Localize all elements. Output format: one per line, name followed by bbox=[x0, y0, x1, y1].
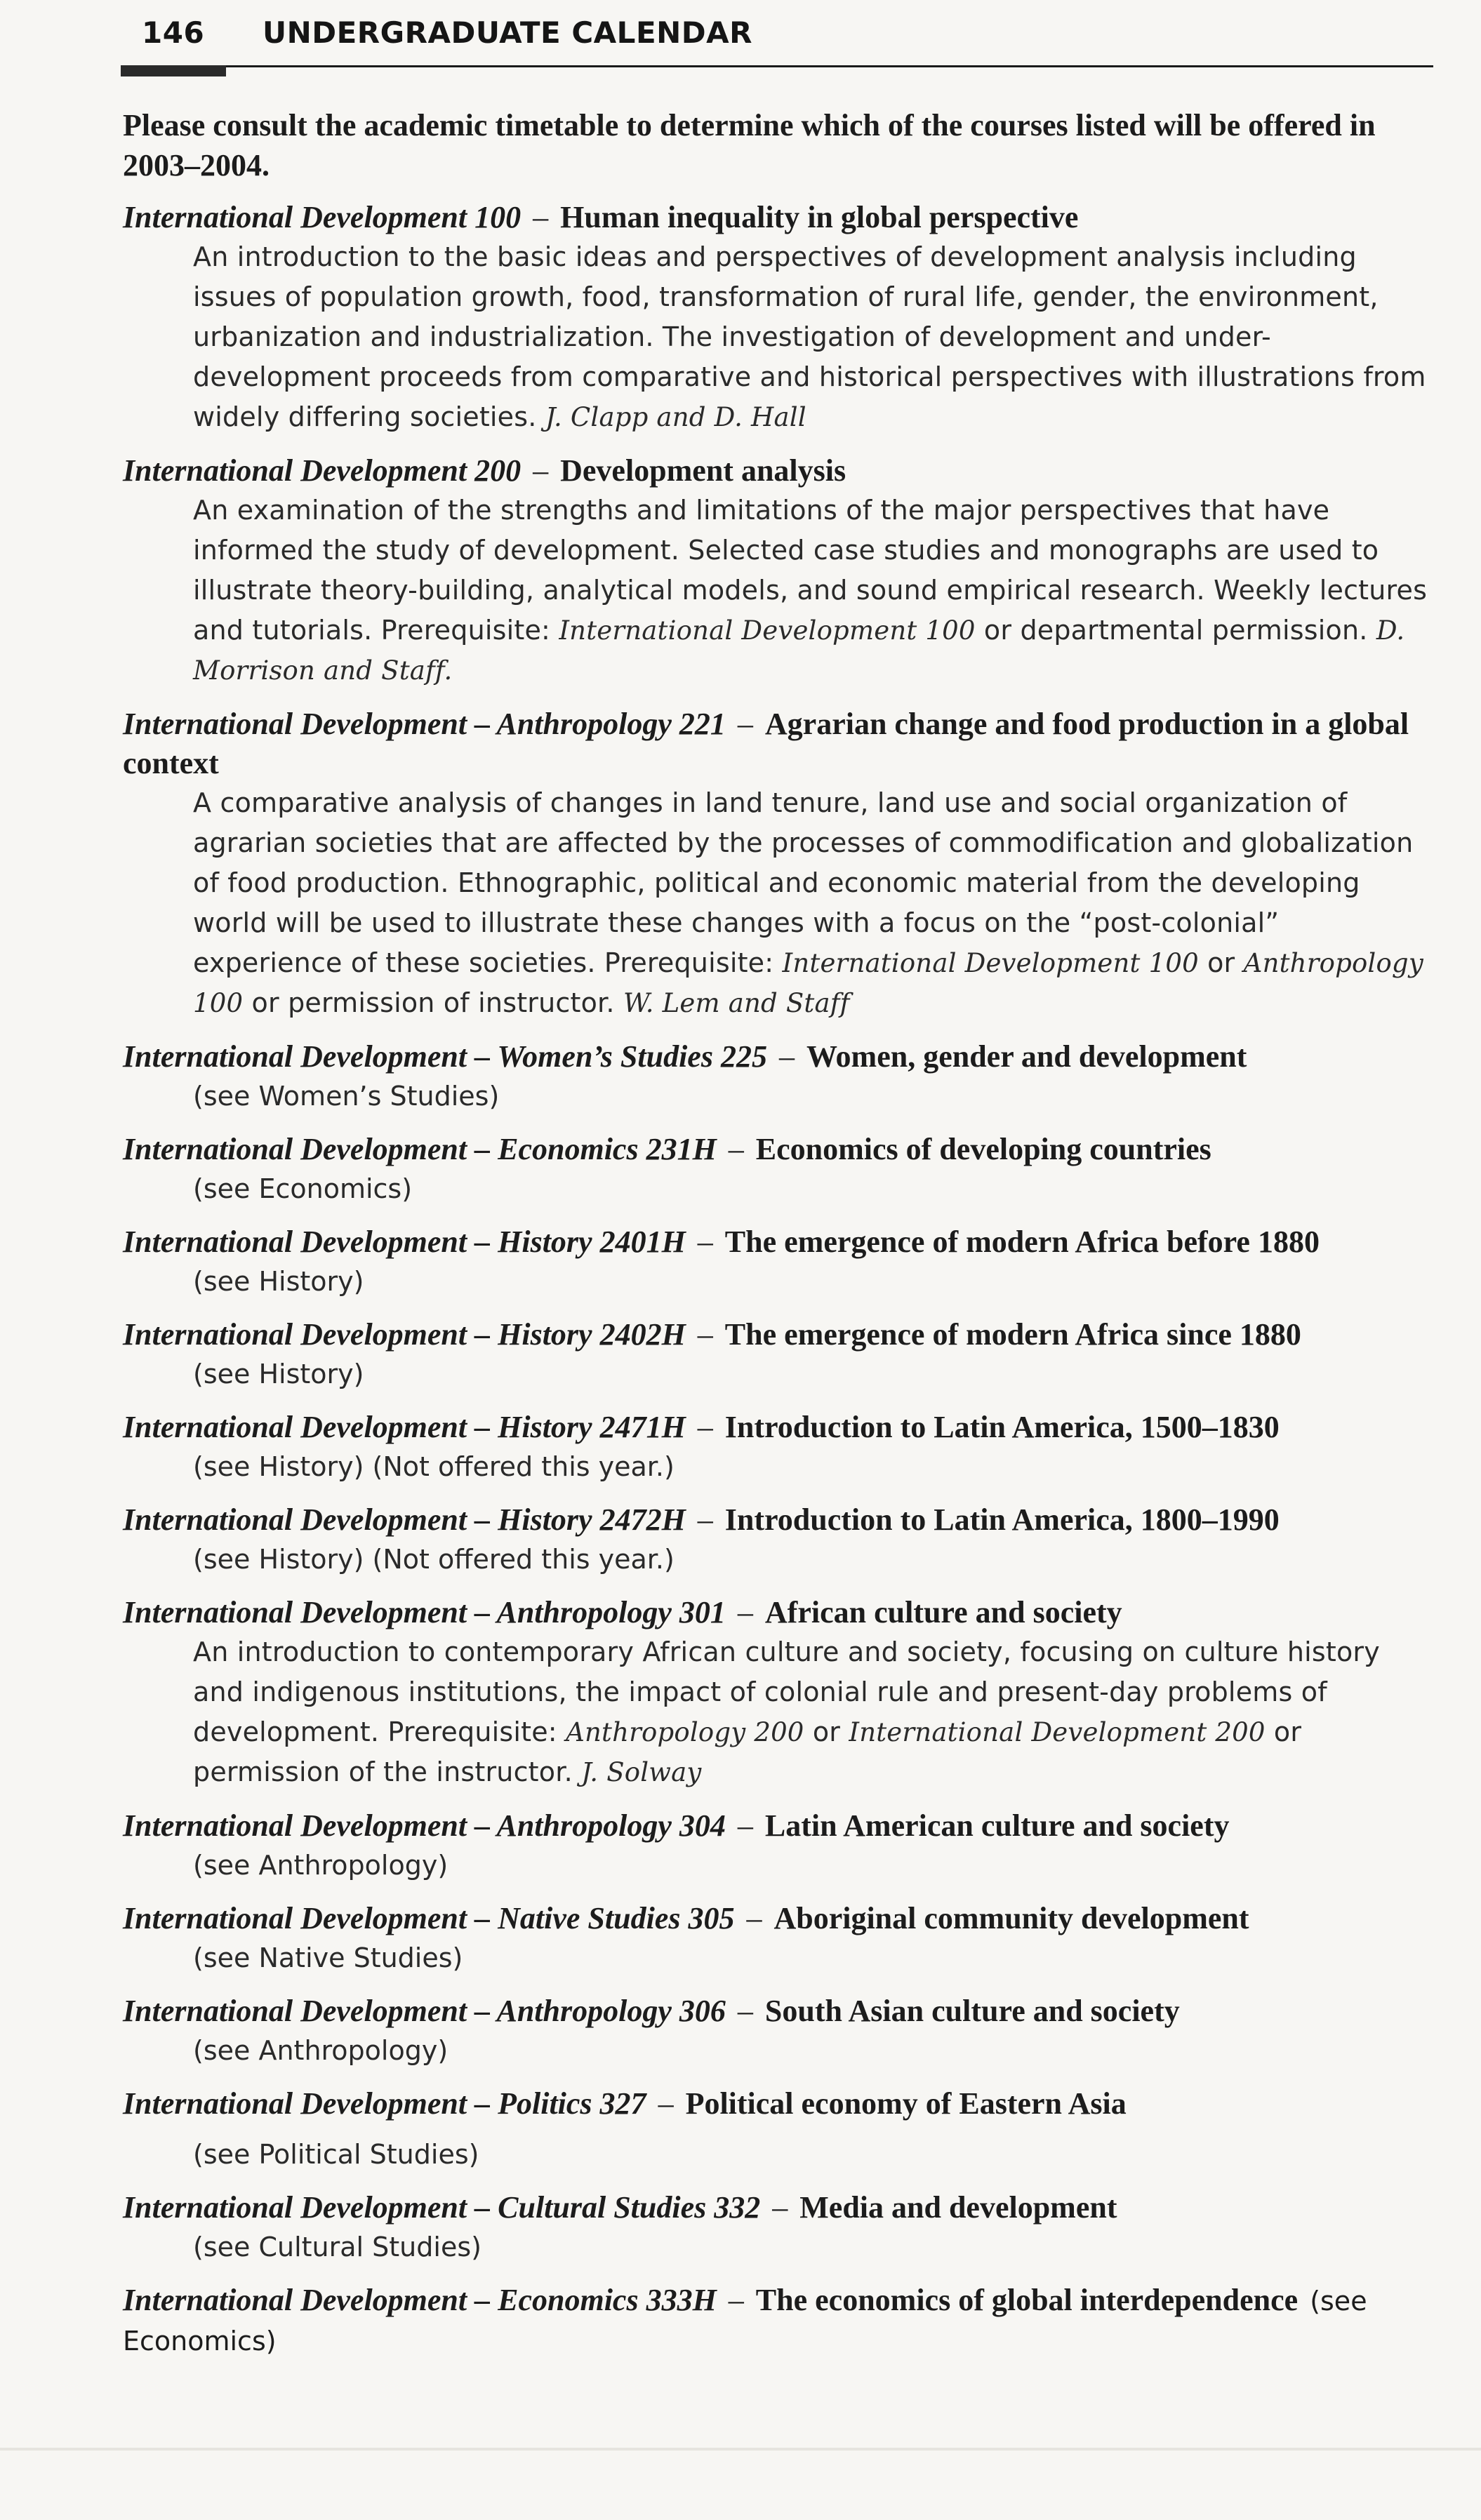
heading-dash: – bbox=[533, 200, 549, 234]
course-description bbox=[193, 237, 1428, 437]
cross-reference: (see Economics) bbox=[193, 1173, 413, 1204]
course-title: Introduction to Latin America, 1800–1990 bbox=[724, 1502, 1280, 1537]
description-text: An examination of the strengths and limitations of the major perspectives that have informed the study of development. Selected case studies and monographs are used to illustrate theory-building, analytical models, and sound empirical research. Weekly lectures and tutorials. Prerequisite: bbox=[193, 495, 1428, 646]
heading-dash: – bbox=[697, 1225, 713, 1259]
heading-dash: – bbox=[697, 1502, 713, 1537]
course-entry bbox=[123, 1408, 1428, 1486]
course-heading bbox=[123, 1899, 1428, 1938]
course-title: The emergence of modern Africa since 1880 bbox=[724, 1317, 1301, 1352]
heading-dash: – bbox=[778, 1039, 795, 1074]
header-tab-marker bbox=[121, 65, 226, 76]
course-entry bbox=[123, 2188, 1428, 2267]
course-title: Introduction to Latin America, 1500–1830 bbox=[724, 1410, 1280, 1444]
heading-dash: – bbox=[746, 1901, 762, 1935]
heading-dash: – bbox=[728, 1132, 744, 1166]
description-text: An introduction to contemporary African culture and society, focusing on culture history and indigenous institutions, the impact of colonial rule and present-day problems of development. Prerequisite: bbox=[193, 1636, 1380, 1747]
heading-dash: – bbox=[697, 1317, 713, 1352]
course-title: Political economy of Eastern Asia bbox=[685, 2086, 1127, 2121]
heading-dash: – bbox=[737, 707, 753, 741]
course-title: Women, gender and development bbox=[806, 1039, 1247, 1074]
course-title: Agrarian change and food production in a global context bbox=[123, 707, 1409, 780]
course-title: South Asian culture and society bbox=[764, 1994, 1180, 2028]
heading-dash: – bbox=[772, 2190, 788, 2225]
italic-reference: Anthropology 100 bbox=[193, 948, 1423, 1018]
course-heading bbox=[123, 2188, 1428, 2227]
description-text: A comparative analysis of changes in land tenure, land use and social organization of agrarian societies that are affected by the processes of commodification and globalization of food production. Ethnographic, political and economic material from the developing world will be used to illustrate these changes with a focus on the “post-colonial” experience of these societies. Prerequisite: bbox=[193, 787, 1414, 978]
course-heading bbox=[123, 1500, 1428, 1540]
course-code: International Development – Politics 327 bbox=[123, 2086, 646, 2121]
italic-reference: W. Lem and Staff bbox=[623, 988, 850, 1018]
course-code: International Development – Women’s Studies 225 bbox=[123, 1039, 767, 1074]
italic-reference: International Development 100 bbox=[782, 948, 1199, 978]
course-heading bbox=[123, 705, 1428, 783]
course-code: International Development 200 bbox=[123, 453, 522, 488]
heading-dash: – bbox=[658, 2086, 674, 2121]
course-heading bbox=[123, 1593, 1428, 1632]
course-entry bbox=[123, 198, 1428, 437]
scan-edge bbox=[0, 2448, 1481, 2451]
heading-dash: – bbox=[728, 2283, 744, 2317]
course-heading bbox=[123, 1408, 1428, 1447]
course-heading bbox=[123, 1992, 1428, 2031]
course-code: International Development – Anthropology 306 bbox=[123, 1994, 726, 2028]
description-text: or departmental permission. bbox=[975, 615, 1376, 646]
cross-reference: (see Political Studies) bbox=[193, 2139, 479, 2170]
course-entry bbox=[123, 1992, 1428, 2070]
course-heading bbox=[123, 2084, 1428, 2124]
course-heading bbox=[123, 1130, 1428, 1169]
course-code: International Development – History 2401H bbox=[123, 1225, 686, 1259]
italic-reference: International Development 200 bbox=[849, 1717, 1266, 1747]
heading-dash: – bbox=[737, 1994, 753, 2028]
course-entry bbox=[123, 1222, 1428, 1301]
course-code: International Development – History 2402H bbox=[123, 1317, 686, 1352]
italic-reference: J. Solway bbox=[581, 1757, 702, 1787]
course-entry bbox=[123, 1500, 1428, 1579]
course-heading bbox=[123, 1037, 1428, 1076]
header-rule bbox=[121, 65, 1433, 67]
course-code: International Development – History 2472H bbox=[123, 1502, 686, 1537]
course-entry bbox=[123, 1593, 1428, 1792]
course-code: International Development – Cultural Studies 332 bbox=[123, 2190, 761, 2225]
course-code: International Development – Anthropology 221 bbox=[123, 707, 726, 741]
cross-reference: (see Anthropology) bbox=[193, 1850, 449, 1881]
course-entry bbox=[123, 1899, 1428, 1978]
cross-reference: (see Native Studies) bbox=[193, 1942, 463, 1973]
course-code: International Development – History 2471H bbox=[123, 1410, 686, 1444]
italic-reference: J. Clapp and D. Hall bbox=[545, 402, 806, 432]
intro-note: Please consult the academic timetable to determine which of the courses listed will be offered in 2003–2004. bbox=[123, 108, 1376, 182]
running-title: UNDERGRADUATE CALENDAR bbox=[263, 15, 752, 50]
cross-reference: (see Women’s Studies) bbox=[193, 1081, 500, 1112]
course-heading bbox=[123, 1806, 1428, 1846]
course-code: International Development – Anthropology 304 bbox=[123, 1808, 726, 1843]
course-entry bbox=[123, 1130, 1428, 1208]
italic-reference: Anthropology 200 bbox=[566, 1717, 804, 1747]
description-text: An introduction to the basic ideas and perspectives of development analysis including issues of population growth, food, transformation of rural life, gender, the environment, urbanization and industrialization. The investigation of development and under-development proceeds from comparative and historical perspectives with illustrations from widely differing societies. bbox=[193, 241, 1426, 432]
description-text: or bbox=[804, 1716, 849, 1747]
cross-reference: (see Anthropology) bbox=[193, 2035, 449, 2066]
course-listing bbox=[123, 105, 1428, 2375]
page-header bbox=[121, 13, 1433, 72]
course-title: Latin American culture and society bbox=[764, 1808, 1230, 1843]
cross-reference: (see Economics) bbox=[123, 2286, 1367, 2356]
description-text: or permission of instructor. bbox=[243, 987, 623, 1018]
italic-reference: International Development 100 bbox=[559, 615, 976, 646]
course-code: International Development – Economics 333H bbox=[123, 2283, 717, 2317]
heading-dash: – bbox=[737, 1595, 753, 1629]
course-heading bbox=[123, 2281, 1428, 2361]
course-code: International Development 100 bbox=[123, 200, 522, 234]
course-entries bbox=[123, 198, 1428, 2361]
course-entry bbox=[123, 2084, 1428, 2174]
course-entry bbox=[123, 705, 1428, 1023]
course-title: Human inequality in global perspective bbox=[560, 200, 1079, 234]
course-entry bbox=[123, 451, 1428, 691]
course-entry bbox=[123, 1315, 1428, 1394]
course-title: Aboriginal community development bbox=[773, 1901, 1249, 1935]
course-entry bbox=[123, 1037, 1428, 1116]
course-title: Media and development bbox=[799, 2190, 1117, 2225]
course-description bbox=[193, 491, 1428, 691]
course-title: Economics of developing countries bbox=[755, 1132, 1211, 1166]
course-title: Development analysis bbox=[560, 453, 846, 488]
cross-reference: (see History) bbox=[193, 1359, 364, 1389]
course-description bbox=[193, 783, 1428, 1023]
cross-reference: (see History) (Not offered this year.) bbox=[193, 1451, 675, 1482]
course-entry bbox=[123, 2281, 1428, 2361]
heading-dash: – bbox=[737, 1808, 753, 1843]
course-title: African culture and society bbox=[764, 1595, 1122, 1629]
course-title: The economics of global interdependence bbox=[755, 2283, 1299, 2317]
cross-reference: (see History) bbox=[193, 1266, 364, 1297]
heading-dash: – bbox=[697, 1410, 713, 1444]
course-description bbox=[193, 1632, 1428, 1792]
heading-dash: – bbox=[533, 453, 549, 488]
course-heading bbox=[123, 1222, 1428, 1262]
course-heading bbox=[123, 451, 1428, 491]
course-heading bbox=[123, 198, 1428, 237]
description-text: or bbox=[1198, 947, 1244, 978]
italic-reference: D. Morrison and Staff. bbox=[193, 615, 1405, 686]
course-heading bbox=[123, 1315, 1428, 1354]
page-number: 146 bbox=[142, 15, 205, 50]
course-code: International Development – Native Studies 305 bbox=[123, 1901, 735, 1935]
course-code: International Development – Anthropology 301 bbox=[123, 1595, 726, 1629]
cross-reference: (see History) (Not offered this year.) bbox=[193, 1544, 675, 1575]
course-entry bbox=[123, 1806, 1428, 1885]
cross-reference: (see Cultural Studies) bbox=[193, 2232, 482, 2262]
description-text: or permission of the instructor. bbox=[193, 1716, 1302, 1787]
course-code: International Development – Economics 231H bbox=[123, 1132, 717, 1166]
course-title: The emergence of modern Africa before 1880 bbox=[724, 1225, 1320, 1259]
